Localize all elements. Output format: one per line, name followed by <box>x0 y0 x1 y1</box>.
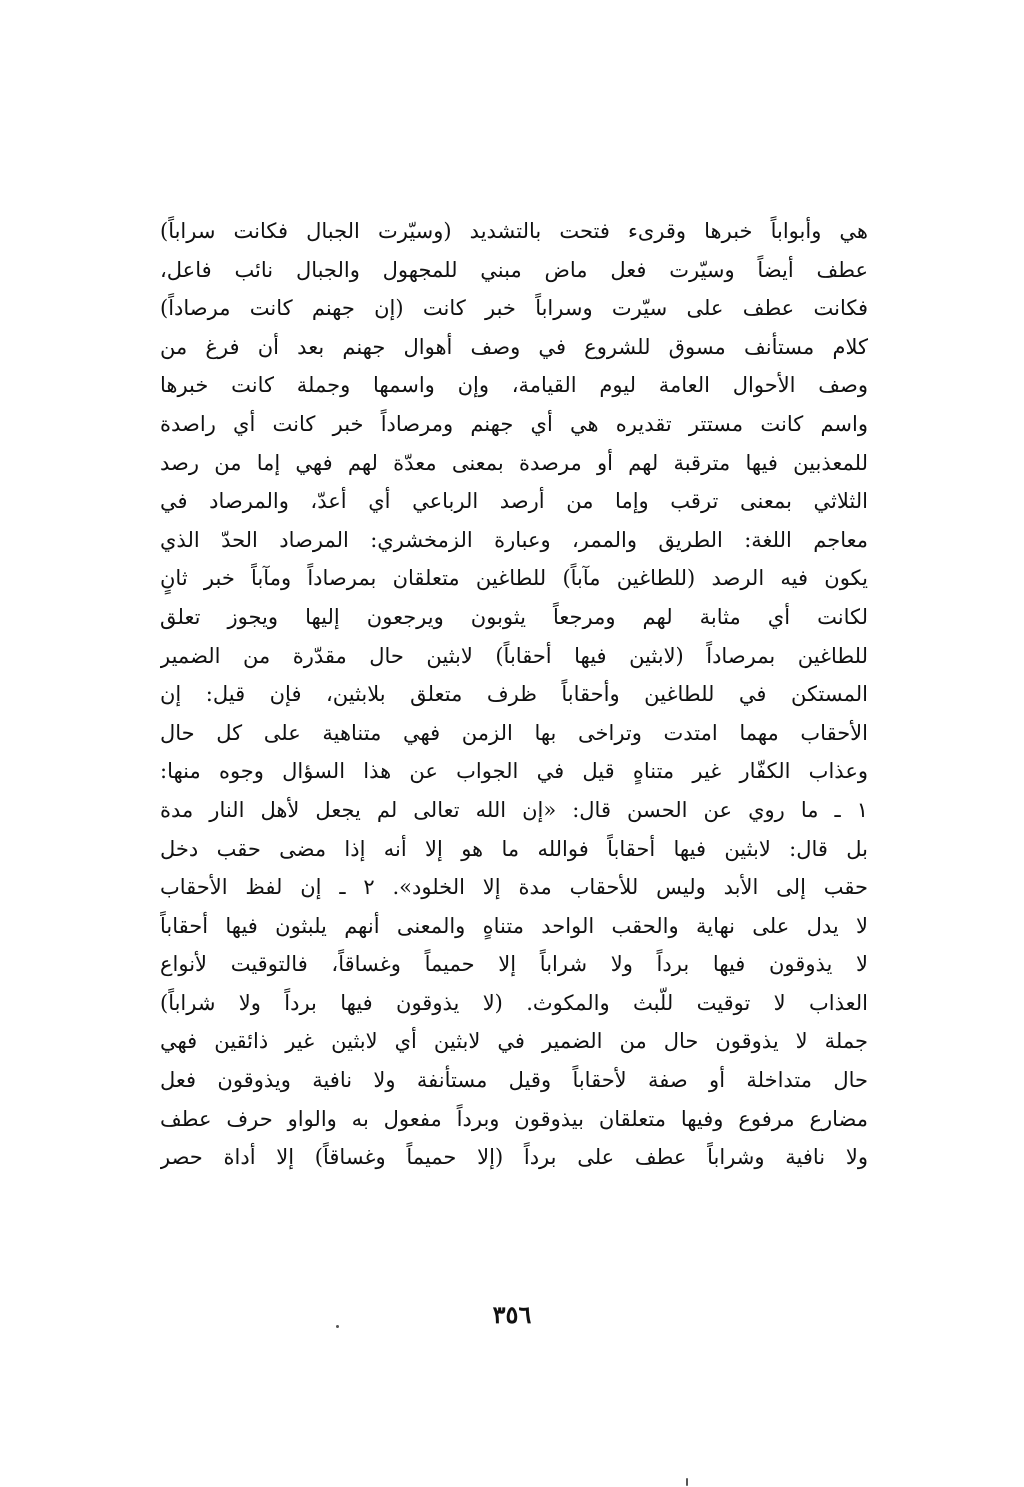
text-line: وصف الأحوال العامة ليوم القيامة، وإن واسمها وجملة كانت خبرها <box>160 373 868 398</box>
text-line: مضارع مرفوع وفيها متعلقان بيذوقون وبرداً مفعول به والواو حرف عطف <box>160 1106 868 1131</box>
text-line: هي وأبواباً خبرها وقرىء فتحت بالتشديد (وسيّرت الجبال فكانت سراباً) <box>160 219 868 243</box>
body-text <box>160 212 868 1177</box>
text-line: لا يذوقون فيها برداً ولا شراباً إلا حميماً وغساقاً، فالتوقيت لأنواع <box>160 952 868 977</box>
text-line: للطاغين بمرصاداً (لابثين فيها أحقاباً) لابثين حال مقدّرة من الضمير <box>160 643 868 668</box>
text-line: جملة لا يذوقون حال من الضمير في لابثين أي لابثين غير ذائقين فهي <box>160 1029 868 1054</box>
text-line: فكانت عطف على سيّرت وسراباً خبر كانت (إن جهنم كانت مرصاداً) <box>160 296 868 321</box>
text-line: لكانت أي مثابة لهم ومرجعاً يثوبون ويرجعون إليها ويجوز تعلق <box>160 604 868 629</box>
page-number: ٣٥٦ <box>492 1300 532 1329</box>
text-line: يكون فيه الرصد (للطاغين مآباً) للطاغين متعلقان بمرصاداً ومآباً خبر ثانٍ <box>160 566 868 591</box>
text-line: حال متداخلة أو صفة لأحقاباً وقيل مستأنفة ولا نافية ويذوقون فعل <box>160 1068 868 1093</box>
text-line: ١ ـ ما روي عن الحسن قال: «إن الله تعالى لم يجعل لأهل النار مدة <box>160 797 868 822</box>
text-line: معاجم اللغة: الطريق والممر، وعبارة الزمخشري: المرصاد الحدّ الذي <box>160 527 868 552</box>
text-line: حقب إلى الأبد وليس للأحقاب مدة إلا الخلود». ٢ ـ إن لفظ الأحقاب <box>160 875 868 900</box>
text-line: لا يدل على نهاية والحقب الواحد متناهٍ والمعنى أنهم يلبثون فيها أحقاباً <box>160 913 868 938</box>
text-line: عطف أيضاً وسيّرت فعل ماض مبني للمجهول والجبال نائب فاعل، <box>160 257 868 282</box>
text-line: الأحقاب مهما امتدت وتراخى بها الزمن فهي متناهية على كل حال <box>160 720 868 745</box>
text-line: كلام مستأنف مسوق للشروع في وصف أهوال جهنم بعد أن فرغ من <box>160 334 868 359</box>
text-line: الثلاثي بمعنى ترقب وإما من أرصد الرباعي أي أعدّ، والمرصاد في <box>160 489 868 514</box>
text-line: وعذاب الكفّار غير متناهٍ قيل في الجواب عن هذا السؤال وجوه منها: <box>160 759 868 784</box>
scan-speck <box>336 1325 339 1328</box>
text-line: المستكن في للطاغين وأحقاباً ظرف متعلق بلابثين، فإن قيل: إن <box>160 682 868 707</box>
scan-speck <box>686 1478 688 1486</box>
text-line: واسم كانت مستتر تقديره هي أي جهنم ومرصاداً خبر كانت أي راصدة <box>160 411 868 436</box>
text-line: للمعذبين فيها مترقبة لهم أو مرصدة بمعنى معدّة لهم فهي إما من رصد <box>160 450 868 475</box>
text-line: العذاب لا توقيت للّبث والمكوث. (لا يذوقون فيها برداً ولا شراباً) <box>160 990 868 1015</box>
text-line: ولا نافية وشراباً عطف على برداً (إلا حميماً وغساقاً) إلا أداة حصر <box>160 1145 868 1170</box>
text-line: بل قال: لابثين فيها أحقاباً فوالله ما هو إلا أنه إذا مضى حقب دخل <box>160 836 868 861</box>
